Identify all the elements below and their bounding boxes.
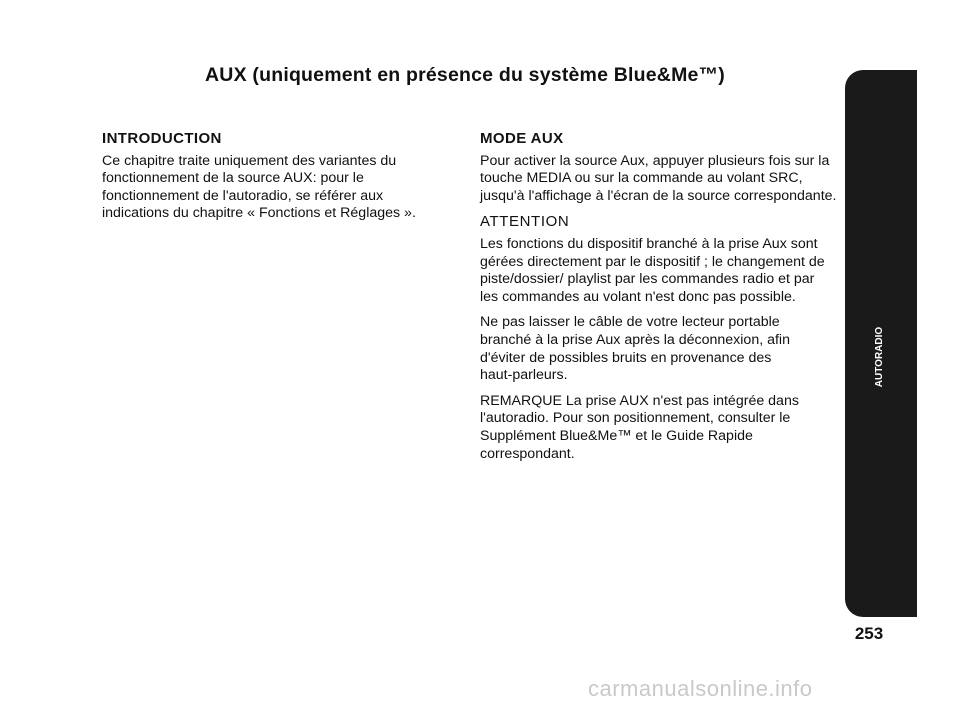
mode-aux-paragraph xyxy=(480,153,840,206)
text-line: branché à la prise Aux après la déconnexion, afin xyxy=(480,331,790,348)
text-line: Ce chapitre traite uniquement des variantes du xyxy=(102,152,397,169)
watermark: carmanualsonline.info xyxy=(588,676,813,701)
attention-heading: ATTENTION xyxy=(480,213,570,231)
text-line: piste/dossier/ playlist par les commandes radio et par xyxy=(480,271,815,288)
text-line: haut-parleurs. xyxy=(480,367,568,384)
text-line: Les fonctions du dispositif branché à la prise Aux sont xyxy=(480,235,818,252)
left-column xyxy=(102,130,447,231)
text-line: REMARQUE La prise AUX n'est pas intégrée dans xyxy=(480,392,799,409)
text-line: touche MEDIA ou sur la commande au volant SRC, xyxy=(480,170,803,187)
sidebar-section-label: AUTORADIO xyxy=(873,326,885,388)
text-line: l'autoradio. Pour son positionnement, consulter le xyxy=(480,410,791,427)
text-line: gérées directement par le dispositif ; le changement de xyxy=(480,253,825,270)
text-line: Ne pas laisser le câble de votre lecteur portable xyxy=(480,314,780,331)
introduction-heading: INTRODUCTION xyxy=(102,130,222,147)
right-column xyxy=(480,130,840,471)
attention-paragraph xyxy=(480,236,840,306)
mode-aux-heading: MODE AUX xyxy=(480,130,564,147)
text-line: jusqu'à l'affichage à l'écran de la source correspondante. xyxy=(480,187,837,204)
text-line: les commandes au volant n'est donc pas possible. xyxy=(480,288,796,305)
page-title: AUX (uniquement en présence du système Blue&Me™) xyxy=(205,64,725,86)
cable-paragraph xyxy=(480,314,840,384)
text-line: Supplément Blue&Me™ et le Guide Rapide xyxy=(480,427,753,444)
remark-paragraph xyxy=(480,393,840,463)
text-line: correspondant. xyxy=(480,445,575,462)
text-line: d'éviter de possibles bruits en provenance des xyxy=(480,349,772,366)
text-line: fonctionnement de la source AUX: pour le xyxy=(102,170,364,187)
introduction-paragraph xyxy=(102,153,447,223)
page-number: 253 xyxy=(854,624,884,643)
text-line: indications du chapitre « Fonctions et Réglages ». xyxy=(102,205,416,222)
text-line: fonctionnement de l'autoradio, se référer aux xyxy=(102,187,384,204)
text-line: Pour activer la source Aux, appuyer plusieurs fois sur la xyxy=(480,152,830,169)
